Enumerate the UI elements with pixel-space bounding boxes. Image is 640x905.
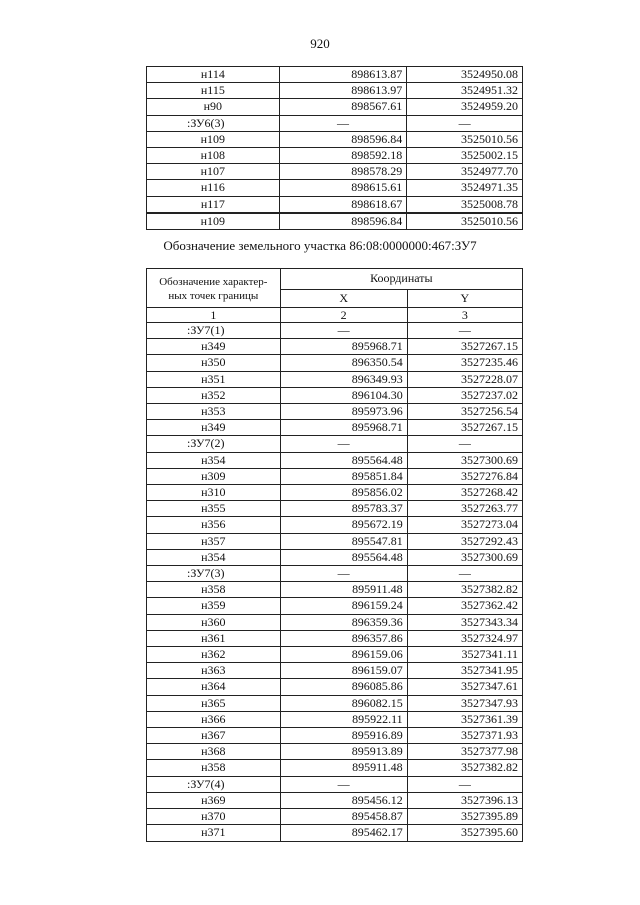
header-point-name-line1: Обозначение характер- xyxy=(159,276,268,288)
point-name-cell: н363 xyxy=(147,663,281,679)
y-coordinate-cell: 3524971.35 xyxy=(407,180,523,196)
x-coordinate-cell: 895672.19 xyxy=(280,517,407,533)
y-coordinate-cell: 3527276.84 xyxy=(407,468,522,484)
table-row xyxy=(147,598,523,614)
y-coordinate-cell: — xyxy=(407,566,522,582)
point-name-cell: н352 xyxy=(147,387,281,403)
table-row xyxy=(147,792,523,808)
table-row xyxy=(147,99,523,115)
table-row xyxy=(147,164,523,180)
x-coordinate-cell: 895458.87 xyxy=(280,809,407,825)
x-coordinate-cell: 895968.71 xyxy=(280,420,407,436)
table-row xyxy=(147,485,523,501)
x-coordinate-cell: — xyxy=(280,436,407,452)
y-coordinate-cell: 3525010.56 xyxy=(407,131,523,147)
table-row xyxy=(147,533,523,549)
y-coordinate-cell: 3527382.82 xyxy=(407,582,522,598)
y-coordinate-cell: 3527347.93 xyxy=(407,695,522,711)
point-name-cell: н358 xyxy=(147,760,281,776)
point-name-cell: н109 xyxy=(147,213,280,230)
y-coordinate-cell: 3524951.32 xyxy=(407,83,523,99)
x-coordinate-cell: 898613.87 xyxy=(279,67,407,83)
point-name-cell: н109 xyxy=(147,131,280,147)
y-coordinate-cell: 3527343.34 xyxy=(407,614,522,630)
table-row xyxy=(147,647,523,663)
x-coordinate-cell: — xyxy=(280,323,407,339)
table-row xyxy=(147,115,523,131)
table-row xyxy=(147,148,523,164)
column-index-3: 3 xyxy=(407,308,522,323)
point-name-cell: н359 xyxy=(147,598,281,614)
section-label-cell: :ЗУ7(3) xyxy=(147,566,281,582)
x-coordinate-cell: 895564.48 xyxy=(280,549,407,565)
x-coordinate-cell: — xyxy=(279,115,407,131)
y-coordinate-cell: — xyxy=(407,776,522,792)
point-name-cell: н349 xyxy=(147,420,281,436)
x-coordinate-cell: 895968.71 xyxy=(280,339,407,355)
table-body xyxy=(147,67,523,230)
point-name-cell: н117 xyxy=(147,196,280,213)
x-coordinate-cell: 896104.30 xyxy=(280,387,407,403)
y-coordinate-cell: 3527267.15 xyxy=(407,420,522,436)
table-row xyxy=(147,180,523,196)
table-row xyxy=(147,213,523,230)
point-name-cell: н115 xyxy=(147,83,280,99)
x-coordinate-cell: 896085.86 xyxy=(280,679,407,695)
table-row xyxy=(147,468,523,484)
page-number: 920 xyxy=(310,36,330,51)
x-coordinate-cell: 898592.18 xyxy=(279,148,407,164)
table-row xyxy=(147,760,523,776)
x-coordinate-cell: 895462.17 xyxy=(280,825,407,841)
point-name-cell: н362 xyxy=(147,647,281,663)
y-coordinate-cell: 3527396.13 xyxy=(407,792,522,808)
y-coordinate-cell: 3527371.93 xyxy=(407,728,522,744)
point-name-cell: н365 xyxy=(147,695,281,711)
table-row xyxy=(147,549,523,565)
coordinates-table-zu7 xyxy=(146,268,523,842)
x-coordinate-cell: 896359.36 xyxy=(280,614,407,630)
point-name-cell: н370 xyxy=(147,809,281,825)
y-coordinate-cell: 3527341.95 xyxy=(407,663,522,679)
y-coordinate-cell: 3527347.61 xyxy=(407,679,522,695)
x-coordinate-cell: 895851.84 xyxy=(280,468,407,484)
point-name-cell: н354 xyxy=(147,549,281,565)
point-name-cell: н368 xyxy=(147,744,281,760)
y-coordinate-cell: 3527268.42 xyxy=(407,485,522,501)
point-name-cell: н354 xyxy=(147,452,281,468)
point-name-cell: н310 xyxy=(147,485,281,501)
table-row xyxy=(147,83,523,99)
point-name-cell: н367 xyxy=(147,728,281,744)
y-coordinate-cell: 3527267.15 xyxy=(407,339,522,355)
x-coordinate-cell: 895922.11 xyxy=(280,711,407,727)
x-coordinate-cell: 896159.06 xyxy=(280,647,407,663)
y-coordinate-cell: 3527395.60 xyxy=(407,825,522,841)
y-coordinate-cell: 3525008.78 xyxy=(407,196,523,213)
x-coordinate-cell: 895547.81 xyxy=(280,533,407,549)
point-name-cell: н358 xyxy=(147,582,281,598)
table-row xyxy=(147,695,523,711)
y-coordinate-cell: — xyxy=(407,323,522,339)
x-coordinate-cell: 898615.61 xyxy=(279,180,407,196)
x-coordinate-cell: 895456.12 xyxy=(280,792,407,808)
coordinates-table-zu6 xyxy=(146,66,523,230)
x-coordinate-cell: 895911.48 xyxy=(280,760,407,776)
x-coordinate-cell: 898596.84 xyxy=(279,131,407,147)
section-label-cell: :ЗУ6(3) xyxy=(147,115,280,131)
x-coordinate-cell: 896349.93 xyxy=(280,371,407,387)
header-point-name-line2: ных точек границы xyxy=(168,290,259,302)
point-name-cell: н351 xyxy=(147,371,281,387)
y-coordinate-cell: 3525002.15 xyxy=(407,148,523,164)
table-row xyxy=(147,728,523,744)
header-point-name xyxy=(147,269,281,308)
x-coordinate-cell: 898578.29 xyxy=(279,164,407,180)
y-coordinate-cell: 3527362.42 xyxy=(407,598,522,614)
point-name-cell: н114 xyxy=(147,67,280,83)
table-row xyxy=(147,711,523,727)
point-name-cell: н353 xyxy=(147,404,281,420)
x-coordinate-cell: 895856.02 xyxy=(280,485,407,501)
table-row xyxy=(147,355,523,371)
section-label-cell: :ЗУ7(1) xyxy=(147,323,281,339)
point-name-cell: н349 xyxy=(147,339,281,355)
y-coordinate-cell: 3527324.97 xyxy=(407,630,522,646)
x-coordinate-cell: 895783.37 xyxy=(280,501,407,517)
y-coordinate-cell: 3527273.04 xyxy=(407,517,522,533)
x-coordinate-cell: 898596.84 xyxy=(279,213,407,230)
column-index-2: 2 xyxy=(280,308,407,323)
table-row xyxy=(147,131,523,147)
point-name-cell: н107 xyxy=(147,164,280,180)
point-name-cell: н360 xyxy=(147,614,281,630)
section-title: Обозначение земельного участка 86:08:0000000:467:ЗУ7 xyxy=(163,238,477,253)
header-y: Y xyxy=(407,290,522,308)
point-name-cell: н356 xyxy=(147,517,281,533)
y-coordinate-cell: 3527237.02 xyxy=(407,387,522,403)
table-row xyxy=(147,679,523,695)
point-name-cell: н366 xyxy=(147,711,281,727)
column-index-1: 1 xyxy=(147,308,281,323)
y-coordinate-cell: 3527292.43 xyxy=(407,533,522,549)
table-row xyxy=(147,614,523,630)
table-row xyxy=(147,809,523,825)
y-coordinate-cell: 3524977.70 xyxy=(407,164,523,180)
y-coordinate-cell: 3527300.69 xyxy=(407,452,522,468)
table-row xyxy=(147,825,523,841)
y-coordinate-cell: 3525010.56 xyxy=(407,213,523,230)
point-name-cell: н371 xyxy=(147,825,281,841)
point-name-cell: н108 xyxy=(147,148,280,164)
table-row xyxy=(147,663,523,679)
y-coordinate-cell: 3527228.07 xyxy=(407,371,522,387)
point-name-cell: н350 xyxy=(147,355,281,371)
table-header xyxy=(147,269,523,323)
x-coordinate-cell: — xyxy=(280,776,407,792)
point-name-cell: н355 xyxy=(147,501,281,517)
table-row xyxy=(147,420,523,436)
x-coordinate-cell: 895916.89 xyxy=(280,728,407,744)
x-coordinate-cell: 896159.24 xyxy=(280,598,407,614)
y-coordinate-cell: — xyxy=(407,436,522,452)
table-row xyxy=(147,323,523,339)
x-coordinate-cell: 895564.48 xyxy=(280,452,407,468)
point-name-cell: н90 xyxy=(147,99,280,115)
x-coordinate-cell: 896082.15 xyxy=(280,695,407,711)
x-coordinate-cell: 898613.97 xyxy=(279,83,407,99)
y-coordinate-cell: 3527382.82 xyxy=(407,760,522,776)
point-name-cell: н369 xyxy=(147,792,281,808)
table-row xyxy=(147,67,523,83)
section-label-cell: :ЗУ7(4) xyxy=(147,776,281,792)
x-coordinate-cell: 898618.67 xyxy=(279,196,407,213)
table-row xyxy=(147,371,523,387)
y-coordinate-cell: 3527395.89 xyxy=(407,809,522,825)
x-coordinate-cell: 896350.54 xyxy=(280,355,407,371)
table-row xyxy=(147,582,523,598)
y-coordinate-cell: 3527300.69 xyxy=(407,549,522,565)
table-row xyxy=(147,630,523,646)
table-row xyxy=(147,436,523,452)
table-row xyxy=(147,566,523,582)
table-row xyxy=(147,452,523,468)
x-coordinate-cell: 896159.07 xyxy=(280,663,407,679)
y-coordinate-cell: 3527377.98 xyxy=(407,744,522,760)
y-coordinate-cell: 3524959.20 xyxy=(407,99,523,115)
point-name-cell: н361 xyxy=(147,630,281,646)
x-coordinate-cell: 898567.61 xyxy=(279,99,407,115)
y-coordinate-cell: — xyxy=(407,115,523,131)
y-coordinate-cell: 3527235.46 xyxy=(407,355,522,371)
point-name-cell: н116 xyxy=(147,180,280,196)
x-coordinate-cell: 895911.48 xyxy=(280,582,407,598)
table-row xyxy=(147,517,523,533)
table-row xyxy=(147,339,523,355)
table-row xyxy=(147,776,523,792)
point-name-cell: н309 xyxy=(147,468,281,484)
table-row xyxy=(147,196,523,213)
x-coordinate-cell: 895913.89 xyxy=(280,744,407,760)
y-coordinate-cell: 3527341.11 xyxy=(407,647,522,663)
y-coordinate-cell: 3527256.54 xyxy=(407,404,522,420)
table-row xyxy=(147,501,523,517)
section-label-cell: :ЗУ7(2) xyxy=(147,436,281,452)
table-body xyxy=(147,323,523,842)
table-row xyxy=(147,387,523,403)
x-coordinate-cell: — xyxy=(280,566,407,582)
table-row xyxy=(147,404,523,420)
x-coordinate-cell: 896357.86 xyxy=(280,630,407,646)
y-coordinate-cell: 3527263.77 xyxy=(407,501,522,517)
y-coordinate-cell: 3524950.08 xyxy=(407,67,523,83)
table-row xyxy=(147,744,523,760)
point-name-cell: н364 xyxy=(147,679,281,695)
point-name-cell: н357 xyxy=(147,533,281,549)
header-x: X xyxy=(280,290,407,308)
x-coordinate-cell: 895973.96 xyxy=(280,404,407,420)
y-coordinate-cell: 3527361.39 xyxy=(407,711,522,727)
header-coordinates: Координаты xyxy=(280,269,522,290)
